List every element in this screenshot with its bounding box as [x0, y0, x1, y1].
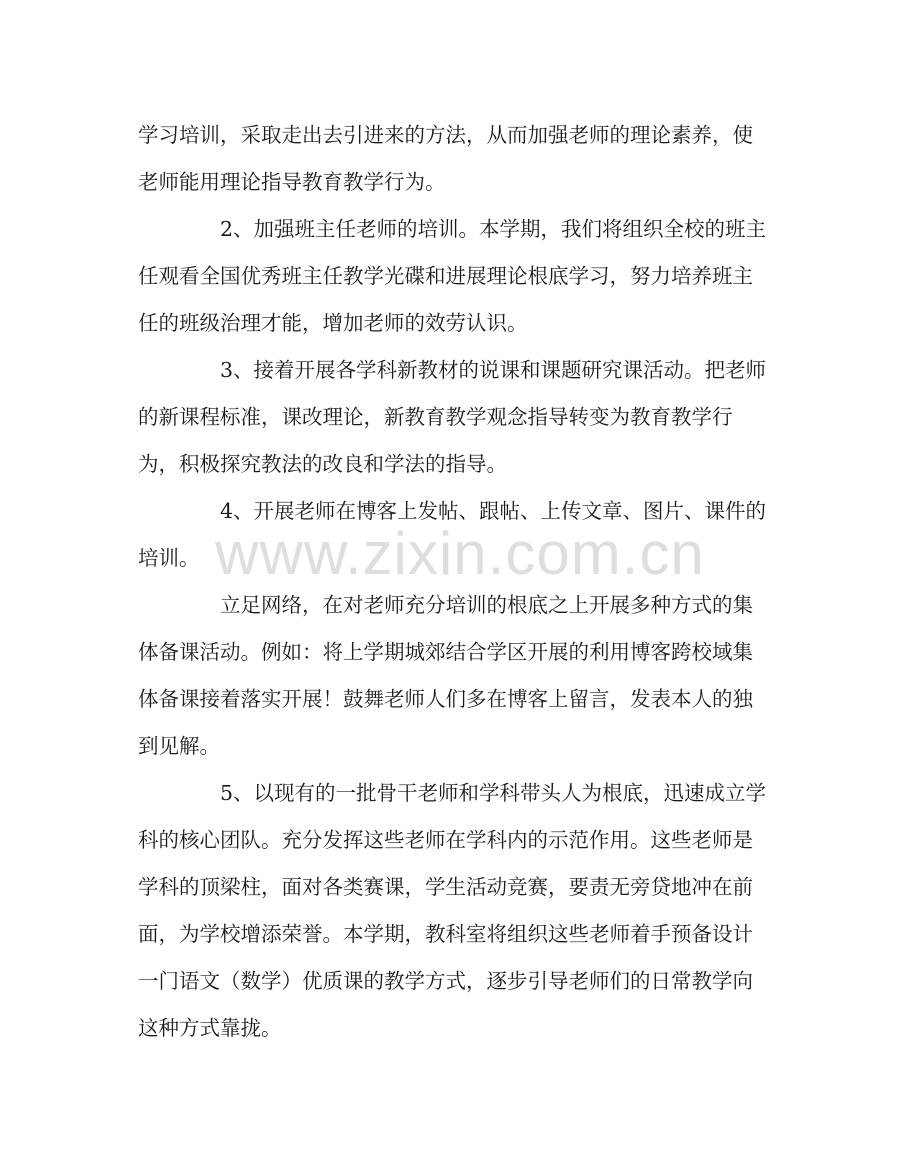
paragraph-start-line: 立足网络，在对老师充分培训的根底之上开展多种方式的集: [220, 593, 753, 617]
text-line: 培训。: [138, 546, 200, 570]
text-line: 任的班级治理才能，增加老师的效劳认识。: [138, 311, 528, 335]
text-line: 的新课程标准，课改理论，新教育教学观念指导转变为教育教学行: [138, 405, 733, 429]
paragraph-start-line: 5、以现有的一批骨干老师和学科带头人为根底，迅速成立学: [220, 781, 767, 805]
document-body: [138, 112, 784, 1052]
text-line: 这种方式靠拢。: [138, 1016, 282, 1040]
text-line: 学习培训，采取走出去引进来的方法，从而加强老师的理论素养，使: [138, 123, 753, 147]
watermark: www.zixin.com.cn: [215, 520, 705, 587]
paragraph-start-line: 3、接着开展各学科新教材的说课和课题研究课活动。把老师: [220, 358, 767, 382]
text-line: 科的核心团队。充分发挥这些老师在学科内的示范作用。这些老师是: [138, 828, 753, 852]
text-line: 体备课活动。例如：将上学期城郊结合学区开展的利用博客跨校域集: [138, 640, 753, 664]
paragraph-start-line: 4、开展老师在博客上发帖、跟帖、上传文章、图片、课件的: [220, 499, 767, 523]
text-line: 到见解。: [138, 734, 220, 758]
text-line: 老师能用理论指导教育教学行为。: [138, 170, 446, 194]
text-line: 体备课接着落实开展！鼓舞老师人们多在博客上留言，发表本人的独: [138, 687, 753, 711]
text-line: 面，为学校增添荣誉。本学期，教科室将组织这些老师着手预备设计: [138, 922, 753, 946]
text-line: 任观看全国优秀班主任教学光碟和进展理论根底学习，努力培养班主: [138, 264, 753, 288]
paragraph-start-line: 2、加强班主任老师的培训。本学期，我们将组织全校的班主: [220, 217, 767, 241]
text-line: 一门语文（数学）优质课的教学方式，逐步引导老师们的日常教学向: [138, 969, 753, 993]
text-line: 为，积极探究教法的改良和学法的指导。: [138, 452, 507, 476]
text-line: 学科的顶梁柱，面对各类赛课，学生活动竞赛，要责无旁贷地冲在前: [138, 875, 753, 899]
